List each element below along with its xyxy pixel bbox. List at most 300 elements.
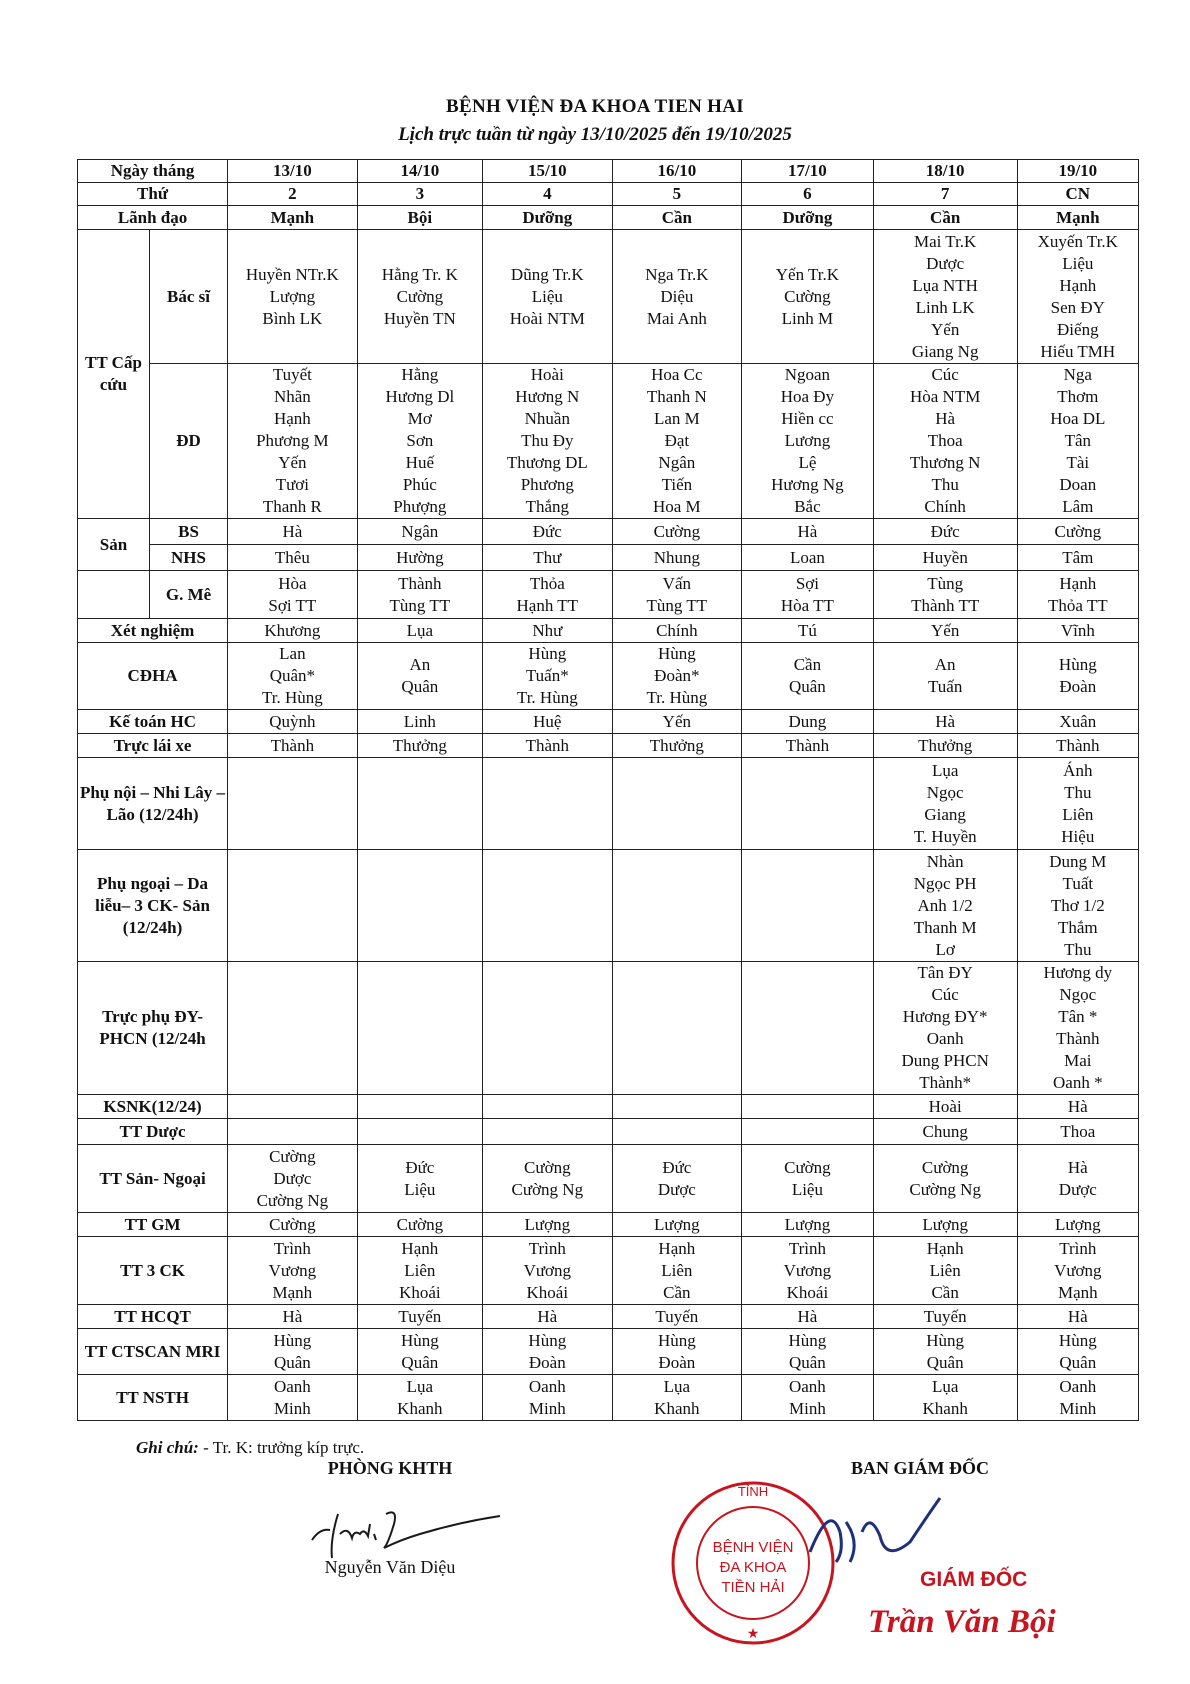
empty-cell [612,850,742,962]
cell-line: Dũng Tr.K [510,264,584,284]
duty-cell: Tâm [1017,545,1138,571]
cell-line: Anh 1/2 [917,895,973,915]
cell-line: Hùng [1058,655,1097,674]
row-label: TT HCQT [78,1305,228,1329]
duty-cell [612,230,742,364]
cell-line: Quân [273,1352,311,1372]
duty-cell: Thêu [228,545,358,571]
cell-line: Hùng [657,644,696,663]
tt-3ck-row [78,1237,1139,1305]
cell-line: Liệu [791,1179,823,1199]
duty-cell [873,643,1017,710]
duty-cell: Chính [612,619,742,643]
duty-cell: Lượng [873,1213,1017,1237]
empty-cell [612,1119,742,1145]
cell-line: Hạnh [658,1238,696,1258]
cell-line: Trình [1059,1238,1097,1258]
director-name: Trần Văn Bội [868,1604,1056,1640]
row-sublabel: BS [149,519,227,545]
cell-line: Giang Ng [911,341,979,361]
duty-cell: Hà [742,519,874,545]
cell-line: Phúc [402,475,437,494]
duty-cell: Hường [357,545,482,571]
cell-line: Tùng TT [646,595,708,615]
duty-cell [612,1375,742,1421]
cell-line: Thành [398,573,442,593]
duty-cell [1017,850,1138,962]
cell-line: Tuyết [272,365,312,384]
cell-line: Tùng TT [389,595,451,615]
duty-cell [873,758,1017,850]
row-sublabel: NHS [149,545,227,571]
cell-line: Sơn [406,431,434,450]
cell-line: Nhuần [524,409,570,428]
cell-line: Hùng [528,1330,567,1350]
leader-cell: Mạnh [1017,206,1138,230]
duty-cell: Thư [483,545,613,571]
cell-line: Oanh [528,1376,566,1396]
row-label: TT NSTH [78,1375,228,1421]
cell-line: Hoài [530,365,564,384]
duty-cell [612,1237,742,1305]
cell-line: An [934,655,956,674]
cell-line: Lan M [653,409,700,428]
row-label: TT GM [78,1213,228,1237]
cell-line: Tân [1064,431,1092,450]
duty-cell: Đức [483,519,613,545]
empty-cell [228,962,358,1095]
duty-cell: Cường [612,519,742,545]
cell-line: Liên [1062,804,1094,824]
duty-cell [873,962,1017,1095]
date-cell: 17/10 [742,160,874,183]
duty-cell [742,1145,874,1213]
tt-obs-row [78,1145,1139,1213]
row-label: Phụ ngoại – Da liễu– 3 CK- Sản (12/24h) [78,850,228,962]
cell-line: Vấn [662,573,691,593]
duty-cell [1017,962,1138,1095]
cell-line: Liệu [1062,253,1094,273]
duty-cell [228,571,358,619]
cell-line: Trình [788,1238,826,1258]
cell-line: Thỏa [529,573,565,593]
cell-line: Minh [788,1398,826,1418]
duty-cell [1017,364,1138,519]
duty-cell [228,1145,358,1213]
cell-line: Hoài NTM [509,308,585,328]
cell-line: Liệu [531,286,563,306]
cell-line: Sợi [795,573,819,593]
cell-line: Hòa [278,573,307,593]
cell-line: Hùng [400,1330,439,1350]
cell-line: Hằng Tr. K [381,264,458,284]
empty-cell [78,571,150,619]
cell-line: Phượng [393,497,447,516]
seal-line-2: ĐA KHOA [719,1559,787,1576]
cell-line: Hoa Đy [780,387,835,406]
cell-line: Ngọc [926,782,964,802]
empty-cell [483,758,613,850]
duty-cell [1017,1375,1138,1421]
internal-row [78,758,1139,850]
date-cell: 13/10 [228,160,358,183]
cell-line: Oanh * [1053,1073,1103,1092]
duty-cell: Lượng [742,1213,874,1237]
cell-line: Trình [528,1238,566,1258]
cell-line: Ngoan [784,365,831,384]
seal-ring-text: TỈNH [737,1484,769,1499]
cell-line: Linh M [781,308,834,328]
cell-line: Hùng [788,1330,827,1350]
row-label: Thứ [78,183,228,206]
cell-line: Dược [657,1179,696,1199]
duty-cell: Thành [742,734,874,758]
cell-line: Linh LK [915,297,975,317]
rehab-row [78,962,1139,1095]
duty-cell: Xuân [1017,710,1138,734]
row-label: TT Sản- Ngoại [78,1145,228,1213]
cell-line: Hùng [273,1330,312,1350]
duty-cell [357,1375,482,1421]
duty-cell: Huyền [873,545,1017,571]
duty-cell [357,1329,482,1375]
duty-cell [483,1375,613,1421]
cell-line: Mai [1064,1051,1092,1070]
cell-line: Hằng [401,365,439,384]
duty-cell: Cường [1017,519,1138,545]
cell-line: Hùng [528,644,567,663]
empty-cell [483,1095,613,1119]
duty-schedule-table [77,159,1139,1421]
cell-line: Thu [1064,782,1092,802]
cell-line: Thanh M [913,917,977,937]
cell-line: Thành TT [911,595,980,615]
duty-cell: Ngân [357,519,482,545]
cell-line: Tùng [927,573,964,593]
cell-line: Hương Ng [771,475,844,494]
cell-line: Quân [401,677,439,696]
weekday-cell: CN [1017,183,1138,206]
empty-cell [357,758,482,850]
leader-row [78,206,1139,230]
cell-line: Nhàn [926,851,964,871]
duty-cell: Lượng [612,1213,742,1237]
cell-line: Oanh [273,1376,311,1396]
cell-line: Phương [520,475,574,494]
duty-cell: Tuyến [612,1305,742,1329]
cell-line: Nga [1063,365,1092,384]
duty-cell [742,571,874,619]
duty-cell: Thành [1017,734,1138,758]
duty-cell [1017,1145,1138,1213]
duty-cell: Hà [742,1305,874,1329]
cell-line: Mai Anh [646,308,707,328]
row-sublabel: G. Mê [149,571,227,619]
obs-bs-row [78,519,1139,545]
empty-cell [357,962,482,1095]
duty-cell: Thành [228,734,358,758]
cell-line: Hạnh [273,409,311,428]
cell-line: Hiệu [1061,826,1095,846]
cell-line: Thơm [1057,387,1099,406]
duty-cell [873,850,1017,962]
cell-line: Nga Tr.K [645,264,709,284]
duty-cell [357,364,482,519]
row-label: KSNK(12/24) [78,1095,228,1119]
duty-cell [873,1375,1017,1421]
duty-cell [873,364,1017,519]
row-group-label: TT Cấp cứu [78,230,150,519]
duty-cell [742,643,874,710]
cell-line: Bắc [794,497,821,516]
cell-line: Đức [405,1157,435,1177]
cell-line: Tr. Hùng [261,688,323,707]
cell-line: Hạnh [926,1238,964,1258]
empty-cell [612,1095,742,1119]
empty-cell [357,1095,482,1119]
row-label: Xét nghiệm [78,619,228,643]
row-label: Kế toán HC [78,710,228,734]
duty-cell [612,364,742,519]
duty-cell [742,1375,874,1421]
duty-cell: Tuyến [357,1305,482,1329]
cell-line: Mạnh [1057,1282,1098,1302]
empty-cell [483,962,613,1095]
row-label: Trực phụ ĐY- PHCN (12/24h [78,962,228,1095]
duty-cell [1017,758,1138,850]
empty-cell [483,850,613,962]
duty-cell [1017,230,1138,364]
duty-cell [873,1237,1017,1305]
duty-cell [873,230,1017,364]
duty-cell [228,643,358,710]
cell-line: Tuất [1062,873,1094,893]
cell-line: Đoàn [658,1352,696,1372]
cell-line: Ngọc PH [913,873,977,893]
cell-line: Hùng [926,1330,965,1350]
duty-cell [483,643,613,710]
duty-cell: Thưởng [357,734,482,758]
doctor-row [78,230,1139,364]
weekday-cell: 7 [873,183,1017,206]
cell-line: Diệu [660,286,694,306]
cell-line: Mai Tr.K [913,231,977,251]
duty-cell [1017,1329,1138,1375]
duty-cell [483,364,613,519]
duty-cell [1017,571,1138,619]
date-cell: 14/10 [357,160,482,183]
duty-cell: Tuyến [873,1305,1017,1329]
cell-line: Tài [1066,453,1090,472]
cell-line: Huyền NTr.K [245,264,339,284]
cell-line: Huyền TN [383,308,456,328]
cell-line: Lơ [935,939,955,959]
footnote [136,1438,364,1458]
left-signer-name: Nguyễn Văn Diệu [324,1557,456,1577]
seal-line-3: TIỀN HẢI [721,1579,785,1596]
duty-cell [357,1145,482,1213]
tt-ct-row [78,1329,1139,1375]
duty-cell: Hà [873,710,1017,734]
duty-cell: Chung [873,1119,1017,1145]
cell-line: Khanh [922,1398,968,1418]
duty-cell [228,230,358,364]
cell-line: Mơ [407,409,432,428]
cell-line: Thoa [927,431,963,450]
cell-line: Lan [279,644,306,663]
cell-line: Lụa [663,1376,691,1396]
cell-line: Hương Dl [385,387,455,406]
empty-cell [483,1119,613,1145]
duty-cell: Tú [742,619,874,643]
right-signature-block [770,1458,1070,1479]
row-label: CĐHA [78,643,228,710]
cell-line: Đoàn* [654,666,700,685]
duty-cell [228,1237,358,1305]
empty-cell [228,1119,358,1145]
cell-line: Hương ĐY* [902,1007,988,1026]
cell-line: Thanh N [646,387,707,406]
cell-line: Cường [784,286,831,306]
duty-cell: Hà [1017,1305,1138,1329]
cell-line: Dung M [1049,851,1107,871]
pharmacy-row [78,1119,1139,1145]
cell-line: Trình [273,1238,311,1258]
cell-line: Hoa DL [1050,409,1106,428]
cell-line: Thanh R [262,497,322,516]
cell-line: Thắm [1057,917,1098,937]
cell-line: Ánh [1063,760,1093,780]
cell-line: Hương N [515,387,580,406]
cell-line: Lụa [931,1376,959,1396]
weekday-cell: 6 [742,183,874,206]
empty-cell [357,1119,482,1145]
duty-cell: Hoài [873,1095,1017,1119]
cell-line: Hoa M [652,497,701,516]
driver-row [78,734,1139,758]
cell-line: Quân [788,1352,826,1372]
cell-line: Nhãn [273,387,311,406]
cell-line: Khoái [786,1282,829,1302]
cell-line: Sợi TT [268,595,317,615]
cell-line: Liên [929,1260,961,1280]
duty-cell: Thành [483,734,613,758]
cell-line: Ngọc [1059,985,1097,1004]
seal-line-1: BỆNH VIỆN [712,1539,794,1556]
cell-line: Tr. Hùng [646,688,708,707]
cell-line: Vương [1054,1260,1102,1280]
weekday-cell: 3 [357,183,482,206]
cell-line: Điếng [1057,319,1099,339]
cell-line: Cường [524,1157,571,1177]
row-label: Ngày tháng [78,160,228,183]
duty-cell [742,1237,874,1305]
cell-line: Đoàn [1059,677,1097,696]
duty-cell [873,1145,1017,1213]
right-office: BAN GIÁM ĐỐC [851,1458,989,1478]
duty-cell: Lượng [483,1213,613,1237]
duty-cell: Khương [228,619,358,643]
duty-cell [612,643,742,710]
cell-line: Cường [921,1157,969,1177]
empty-cell [742,1095,874,1119]
duty-cell: Linh [357,710,482,734]
cell-line: Quân [788,677,826,696]
cell-line: Tuấn [927,677,963,696]
row-label: Phụ nội – Nhi Lây – Lão (12/24h) [78,758,228,850]
cell-line: Tiến [661,475,693,494]
duty-cell: Lụa [357,619,482,643]
cell-line: Huế [405,453,434,472]
cell-line: Thu Đy [521,431,574,450]
nurse-row [78,364,1139,519]
cell-line: Cường Ng [256,1190,329,1210]
cell-line: Lương [784,431,831,450]
cell-line: Hòa NTM [909,387,981,406]
cell-line: Vương [268,1260,317,1280]
tt-nsth-row [78,1375,1139,1421]
date-row [78,160,1139,183]
svg-text:★: ★ [746,1627,760,1642]
empty-cell [228,1095,358,1119]
cell-line: Oanh [788,1376,826,1396]
cell-line: Lâm [1062,497,1094,516]
cell-line: Cường Ng [511,1179,584,1199]
cell-line: Chính [924,497,966,516]
duty-cell: Yến [873,619,1017,643]
row-sublabel: Bác sĩ [149,230,227,364]
duty-cell: Yến [612,710,742,734]
date-cell: 15/10 [483,160,613,183]
cell-line: Vương [523,1260,572,1280]
cell-line: Lượng [269,286,316,306]
duty-cell [483,571,613,619]
duty-cell: Nhung [612,545,742,571]
row-label: TT 3 CK [78,1237,228,1305]
duty-cell: Hà [1017,1095,1138,1119]
cell-line: Tr. Hùng [516,688,578,707]
leader-cell: Cần [612,206,742,230]
empty-cell [357,850,482,962]
cell-line: Minh [1059,1398,1097,1418]
cell-line: Cường Ng [909,1179,981,1199]
cell-line: Khoái [399,1282,441,1302]
cell-line: Khanh [654,1398,700,1418]
duty-cell [742,230,874,364]
cell-line: Hạnh [401,1238,439,1258]
cell-line: Quân [1059,1352,1097,1372]
cell-line: Bình LK [262,308,323,328]
obs-nhs-row [78,545,1139,571]
cell-line: Yến [278,453,307,472]
cell-line: Thành [1056,1029,1100,1048]
cell-line: Cần [793,655,822,674]
row-sublabel: ĐD [149,364,227,519]
duty-cell: Thưởng [612,734,742,758]
cell-line: Hạnh [1059,573,1097,593]
cell-line: Sen ĐY [1050,297,1105,317]
cell-line: Thắng [525,497,570,516]
empty-cell [228,758,358,850]
cell-line: Thỏa TT [1047,595,1108,615]
leader-cell: Mạnh [228,206,358,230]
empty-cell [228,850,358,962]
weekday-cell: 2 [228,183,358,206]
duty-cell: Loan [742,545,874,571]
duty-cell [742,1329,874,1375]
accounting-row [78,710,1139,734]
row-label: Lãnh đạo [78,206,228,230]
